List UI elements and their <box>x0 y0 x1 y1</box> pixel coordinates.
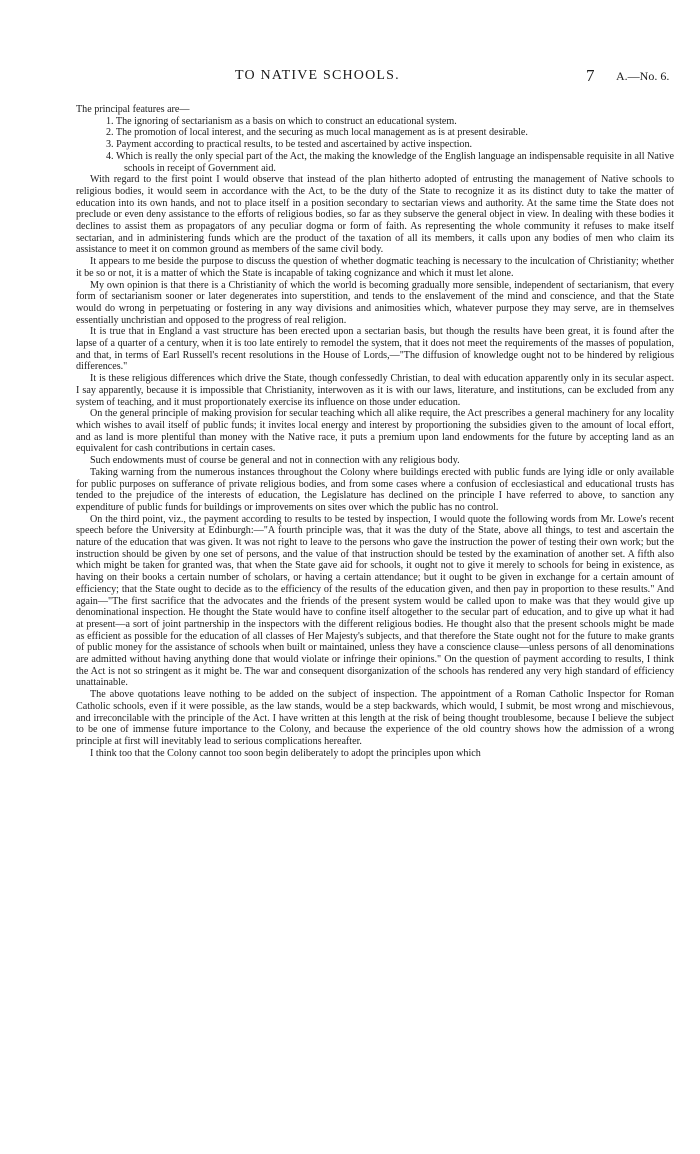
paragraph: On the third point, viz., the payment according to results to be tested by inspection, I would quote the following words from Mr. Lowe's recent speech before the University at Edinburgh:—"A fourth principle was, that it was the duty of the State, above all things, to test and ascertain the nature of the education that was given. It was not right to leave to the persons who gave the instruction the power of testing their own work; but the instruction should be given by one set of persons, and the value of that instruction should be tested by the examination of another set. A fifth also which might be taken for granted was, that when the State gave aid for schools, it ought not to give it merely to schools for being in existence, as having on their books a certain number of scholars, or having a certain attendance; but it ought to be given in exchange for a certain amount of efficiency; that the State ought to decide as to the efficiency of the results of the education given, and then pay in proportion to these results." And again—"The first sacrifice that the advocates and the friends of the present system would be called upon to make was that they would give up denominational inspection. He thought the State would have to confine itself altogether to the secular part of education, and to give up what it had at present—a sort of joint partnership in the inspectors with the different religious bodies. He thought also that the present schools might be made as efficient as possible for the education of all classes of Her Majesty's subjects, and that therefore the State ought not for the future to make grants of public money for the assistance of schools when built or maintained, unless they have a conscience clause—unless persons of all denominations are admitted without having anything done that would violate or infringe their opinions." On the question of payment according to results, I think the Act is not so stringent as it might be. The war and consequent disorganization of the schools has rendered any very high standard of efficiency unattainable. <box>76 513 674 689</box>
running-title: TO NATIVE SCHOOLS. <box>235 68 400 83</box>
page-header <box>0 66 700 92</box>
feature-item: 3. Payment according to practical results, to be tested and ascertained by active inspection. <box>106 139 473 151</box>
paragraph: With regard to the first point I would observe that instead of the plan hitherto adopted of entrusting the management of Native schools to religious bodies, it would seem in accordance with the Act, to be the duty of the State to recognize it as its distinct duty to take the matter of education into its own hands, and not to place itself in a position secondary to sectarian views and authority. At the same time the State does not preclude or even deny assistance to the efforts of religious bodies, so far as they subserve the general object in view. In dealing with these bodies it declines to assist them as propagators of any peculiar dogma or form of faith. As representing the whole community it refuses to make itself sectarian, and in administering funds which are the product of the taxation of all its members, it calls upon any bodies of men who claim its assistance to meet it on common ground as members of the same civil body. <box>76 174 674 256</box>
page-number: 7 <box>586 66 595 85</box>
feature-item: 4. Which is really the only special part of the Act, the making the knowledge of the English language an indispensable requisite in all Native schools in receipt of Government aid. <box>106 150 674 174</box>
paragraph: My own opinion is that there is a Christianity of which the world is becoming gradually more sensible, independent of sectarianism, that every form of sectarianism sooner or later degenerates into superstition, and tends to the enslavement of the mind and conscience, and that the State would do wrong in perpetuating or fostering in any way divisions and animosities which, whatever purpose they may serve, are in themselves essentially unchristian and opposed to the progress of real religion. <box>76 279 674 326</box>
paragraph: I think too that the Colony cannot too soon begin deliberately to adopt the principles upon which <box>90 747 481 759</box>
feature-item: 1. The ignoring of sectarianism as a basis on which to construct an educational system. <box>106 115 457 127</box>
paragraph: Such endowments must of course be general and not in connection with any religious body. <box>90 455 460 467</box>
features-list <box>76 116 674 175</box>
paragraph: Taking warning from the numerous instances throughout the Colony where buildings erected with public funds are lying idle or only available for public purposes on sufferance of private religious bodies, and from some cases where a confusion of ecclesiastical and educational trusts has tended to the prejudice of the interests of education, the Legislature has declined on the principle I have referred to above, to sanction any expenditure of public funds for buildings or improvements on sites over which the public has no control. <box>76 466 674 513</box>
paragraph: It appears to me beside the purpose to discuss the question of whether dogmatic teaching is necessary to the inculcation of Christianity; whether it be so or not, it is a matter of which the State is incapable of taking cognizance and which it must let alone. <box>76 256 674 279</box>
paragraph: It is true that in England a vast structure has been erected upon a sectarian basis, but though the results have been great, it is found after the lapse of a quarter of a century, when it is too late entirely to remodel the system, that it does not meet the requirements of the masses of population, and that, in terms of Earl Russell's recent resolutions in the House of Lords,—"The diffusion of knowledge ought not to be hindered by religious differences." <box>76 326 674 373</box>
document-body <box>76 104 674 759</box>
paragraph: On the general principle of making provision for secular teaching which all alike require, the Act prescribes a general machinery for any locality which wishes to avail itself of public funds; it invites local energy and interest by proportioning the subsidies given to the amount of local effort, and as land is more plentiful than money with the Native race, it puts a premium upon land endowments for the future by accepting land as an equivalent for cash contributions in certain cases. <box>76 408 674 455</box>
paragraph: The above quotations leave nothing to be added on the subject of inspection. The appointment of a Roman Catholic Inspector for Roman Catholic schools, even if it were possible, as the law stands, would be a step backwards, which would, I submit, be most wrong and mischievous, and irreconcilable with the principle of the Act. I have written at this length at the risk of being thought troublesome, because I believe the subject to be one of immense future importance to the Colony, and because the experience of the old country shows how the admission of a wrong principle at first will inevitably lead to serious complications hereafter. <box>76 689 674 747</box>
feature-item: 2. The promotion of local interest, and the securing as much local management as is at present desirable. <box>106 127 528 139</box>
document-reference: A.—No. 6. <box>616 69 670 83</box>
paragraph: It is these religious differences which drive the State, though confessedly Christian, to deal with education apparently only in its secular aspect. I say apparently, because it is impossible that Christianity, interwoven as it is with our laws, literature, and institutions, can be excluded from any system of teaching, and it must proportionately exercise its influence on those under education. <box>76 373 674 408</box>
features-intro: The principal features are— <box>76 104 190 115</box>
